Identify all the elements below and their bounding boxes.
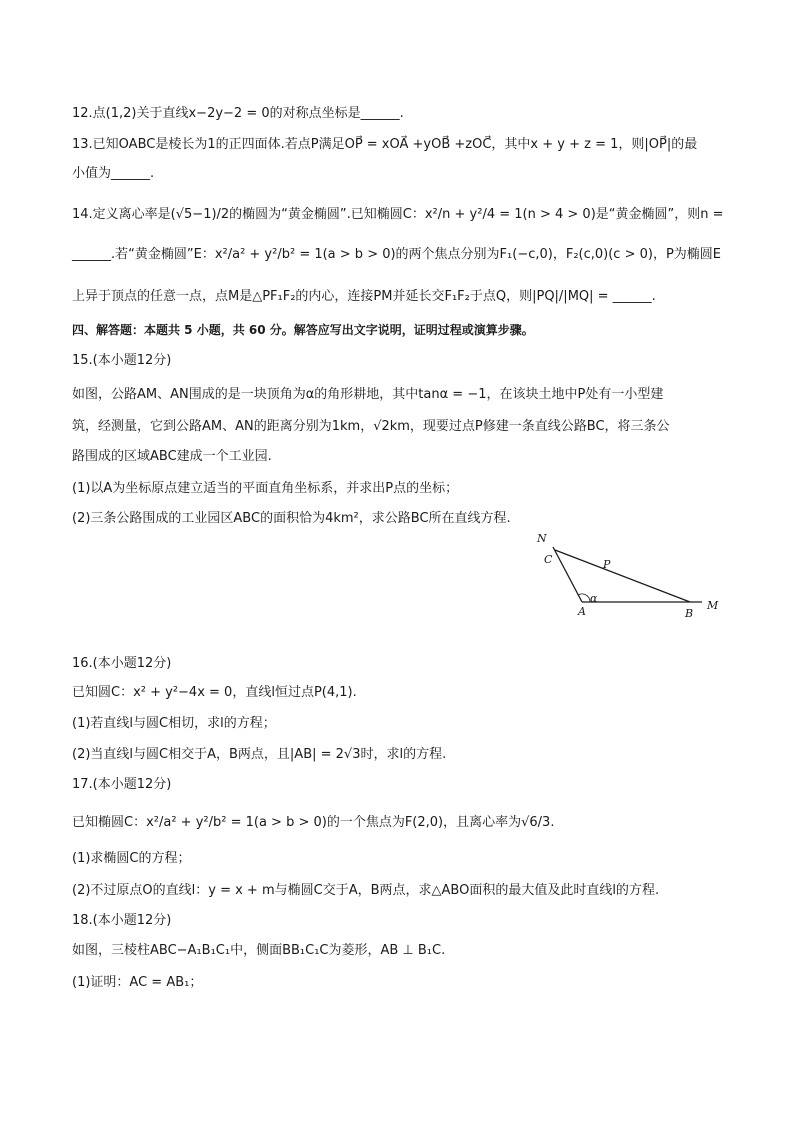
problem-16-title: 16.(本小题12分) <box>72 656 172 671</box>
label-a: A <box>578 605 586 618</box>
section-heading: 四、解答题：本题共 5 小题，共 60 分。解答应写出文字说明，证明过程或演算步骤。 <box>72 323 534 337</box>
problem-15-part-1: (1)以A为坐标原点建立适当的平面直角坐标系，并求出P点的坐标； <box>72 481 459 496</box>
road-diagram <box>530 530 730 630</box>
problem-16-part-2: (2)当直线l与圆C相交于A，B两点，且|AB| = 2√3时，求l的方程. <box>72 747 447 762</box>
problem-18-part-1: (1)证明：AC = AB₁； <box>72 975 203 990</box>
label-alpha: α <box>590 592 598 605</box>
problem-17-title: 17.(本小题12分) <box>72 777 172 792</box>
line-bc <box>555 550 690 602</box>
problem-15-text-2: 筑，经测量，它到公路AM、AN的距离分别为1km，√2km，现要过点P修建一条直线公路BC，将三条公 <box>72 419 670 434</box>
problem-line-13b: 小值为______. <box>72 166 155 181</box>
problem-18-title: 18.(本小题12分) <box>72 913 172 928</box>
problem-15-part-2: (2)三条公路围成的工业园区ABC的面积恰为4km²，求公路BC所在直线方程. <box>72 511 511 526</box>
label-n: N <box>537 532 547 545</box>
problem-17-part-1: (1)求椭圆C的方程； <box>72 851 191 866</box>
problem-15-text-3: 路围成的区域ABC建成一个工业园. <box>72 449 272 464</box>
label-m: M <box>707 599 719 612</box>
problem-16-text: 已知圆C：x² + y²−4x = 0，直线l恒过点P(4,1). <box>72 685 357 700</box>
problem-line-13a: 13.已知OABC是棱长为1的正四面体.若点P满足OP⃗ = xOA⃗ +yOB⃗ +zOC⃗，其中x + y + z = 1，则|OP⃗|的最 <box>72 137 698 152</box>
problem-15-title: 15.(本小题12分) <box>72 353 172 368</box>
problem-17-part-2: (2)不过原点O的直线l：y = x + m与椭圆C交于A，B两点，求△ABO面积的最大值及此时直线l的方程. <box>72 883 660 898</box>
problem-18-text: 如图，三棱柱ABC−A₁B₁C₁中，侧面BB₁C₁C为菱形，AB ⊥ B₁C. <box>72 943 446 958</box>
label-c: C <box>544 553 553 566</box>
label-p: P <box>603 558 611 571</box>
problem-15-text-1: 如图，公路AM、AN围成的是一块顶角为α的角形耕地，其中tanα = −1，在该块土地中P处有一小型建 <box>72 387 664 402</box>
problem-line-14b: ______.若“黄金椭圆”E：x²/a² + y²/b² = 1(a > b > 0)的两个焦点分别为F₁(−c,0)，F₂(c,0)(c > 0)，P为椭圆E <box>72 247 721 262</box>
problem-16-part-1: (1)若直线l与圆C相切，求l的方程； <box>72 716 276 731</box>
problem-line-14c: 上异于顶点的任意一点，点M是△PF₁F₂的内心，连接PM并延长交F₁F₂于点Q，则|PQ|/|MQ| = ______. <box>72 289 656 304</box>
label-b: B <box>685 607 694 620</box>
problem-17-text: 已知椭圆C：x²/a² + y²/b² = 1(a > b > 0)的一个焦点为F(2,0)，且离心率为√6/3. <box>72 815 555 830</box>
problem-line-12: 12.点(1,2)关于直线x−2y−2 = 0的对称点坐标是______. <box>72 106 404 121</box>
problem-line-14a: 14.定义离心率是(√5−1)/2的椭圆为“黄金椭圆”.已知椭圆C：x²/n + y²/4 = 1(n > 4 > 0)是“黄金椭圆”，则n = <box>72 207 724 222</box>
